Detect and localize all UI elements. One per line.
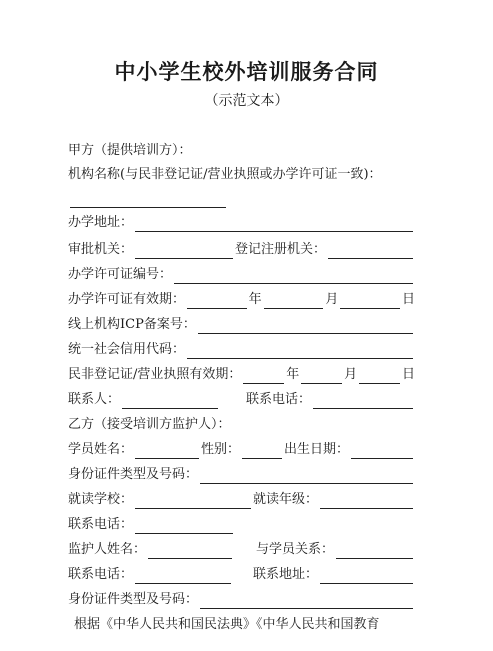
license-no-blank[interactable]: [174, 270, 413, 284]
gender-label: 性别：: [201, 442, 241, 457]
cert-year-label: 年: [286, 367, 300, 382]
party-a-heading: [68, 142, 415, 160]
cert-year-blank[interactable]: [243, 370, 284, 384]
student-phone-blank[interactable]: [135, 520, 233, 534]
document-title: 中小学生校外培训服务合同: [114, 59, 379, 84]
credit-code-label: 统一社会信用代码：: [68, 342, 186, 357]
org-name-row: [68, 166, 415, 184]
icp-label: 线上机构ICP备案号：: [68, 317, 196, 332]
guardian-phone-blank[interactable]: [135, 570, 231, 584]
license-no-label: 办学许可证编号：: [68, 267, 173, 282]
phone-label: 联系电话：: [246, 392, 312, 407]
student-phone-row: [68, 516, 235, 534]
cert-valid-label: 民非登记证/营业执照有效期：: [68, 367, 242, 382]
address-blank[interactable]: [135, 218, 413, 232]
id-type2-blank[interactable]: [200, 595, 413, 609]
relation-label: 与学员关系：: [256, 542, 335, 557]
basis-text: 根据《中华人民共和国民法典》《中华人民共和国教育: [74, 617, 380, 632]
guardian-row: [68, 541, 415, 559]
party-b-label: 乙方（接受培训方监护人）：: [68, 417, 231, 432]
birth-blank[interactable]: [351, 445, 413, 459]
approval-row: [68, 241, 415, 259]
icp-row: [68, 316, 415, 334]
id-type-label: 身份证件类型及号码：: [68, 467, 199, 482]
license-month-label: 月: [325, 292, 339, 307]
grade-label: 就读年级：: [253, 492, 319, 507]
cert-valid-row: [68, 366, 415, 384]
student-row: [68, 441, 415, 459]
contact-row: [68, 391, 415, 409]
document-subtitle: （示范文本）: [204, 93, 289, 109]
credit-code-blank[interactable]: [187, 345, 413, 359]
basis-paragraph: [74, 616, 423, 634]
license-year-blank[interactable]: [187, 295, 247, 309]
registration-label: 登记注册机关：: [235, 242, 327, 257]
license-valid-label: 办学许可证有效期：: [68, 292, 186, 307]
cert-day-label: 日: [402, 367, 416, 382]
phone-blank[interactable]: [313, 395, 413, 409]
icp-blank[interactable]: [198, 320, 413, 334]
guardian-blank[interactable]: [148, 545, 232, 559]
credit-code-row: [68, 341, 415, 359]
grade-blank[interactable]: [320, 495, 413, 509]
approval-label: 审批机关：: [68, 242, 134, 257]
contact-label: 联系人：: [68, 392, 121, 407]
org-name-label: 机构名称(与民非登记证/营业执照或办学许可证一致)：: [68, 167, 382, 182]
gender-blank[interactable]: [242, 445, 282, 459]
student-name-label: 学员姓名：: [68, 442, 134, 457]
cert-day-blank[interactable]: [359, 370, 400, 384]
relation-blank[interactable]: [336, 545, 413, 559]
birth-label: 出生日期：: [284, 442, 350, 457]
guardian-phone-label: 联系电话：: [68, 567, 134, 582]
address-label: 办学地址：: [68, 215, 134, 230]
contact-addr-label: 联系地址：: [253, 567, 319, 582]
cert-month-label: 月: [344, 367, 358, 382]
address-row: [68, 214, 415, 232]
guardian-contact-row: [68, 566, 415, 584]
student-phone-label: 联系电话：: [68, 517, 134, 532]
license-year-label: 年: [248, 292, 262, 307]
approval-blank[interactable]: [135, 245, 233, 259]
contact-addr-blank[interactable]: [320, 570, 413, 584]
student-name-blank[interactable]: [135, 445, 199, 459]
guardian-label: 监护人姓名：: [68, 542, 147, 557]
id-type2-row: [68, 591, 415, 609]
party-a-label: 甲方（提供培训方）：: [68, 143, 192, 158]
school-row: [68, 491, 415, 509]
license-valid-row: [68, 291, 415, 309]
school-label: 就读学校：: [68, 492, 134, 507]
id-type2-label: 身份证件类型及号码：: [68, 592, 199, 607]
contact-blank[interactable]: [122, 395, 218, 409]
license-no-row: [68, 266, 415, 284]
id-type-blank[interactable]: [200, 470, 413, 484]
license-day-blank[interactable]: [340, 295, 400, 309]
org-name-fill-row: [68, 190, 228, 208]
cert-month-blank[interactable]: [301, 370, 342, 384]
license-month-blank[interactable]: [264, 295, 324, 309]
registration-blank[interactable]: [328, 245, 413, 259]
org-name-blank[interactable]: [70, 194, 226, 208]
school-blank[interactable]: [135, 495, 251, 509]
license-day-label: 日: [401, 292, 415, 307]
id-type-row: [68, 466, 415, 484]
party-b-heading: [68, 416, 415, 434]
